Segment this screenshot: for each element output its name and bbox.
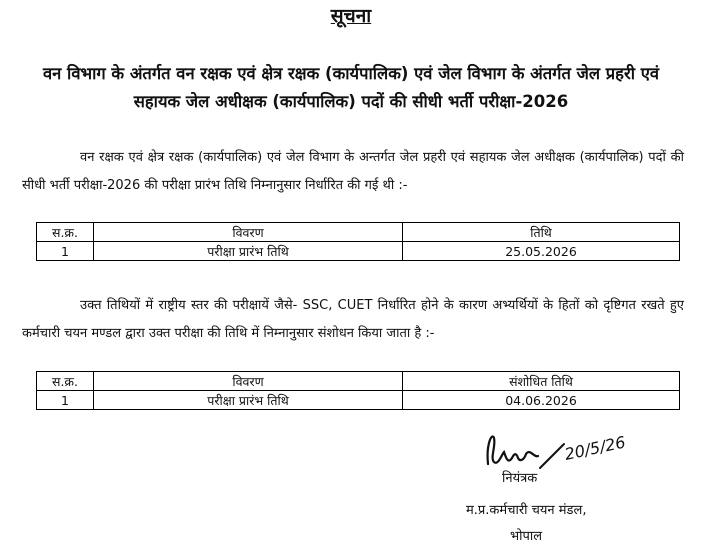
table-row — [37, 391, 680, 410]
original-date-table — [36, 222, 680, 261]
cell-serial: 1 — [37, 242, 94, 261]
cell-description: परीक्षा प्रारंभ तिथि — [94, 391, 403, 410]
paragraph-1-text: वन रक्षक एवं क्षेत्र रक्षक (कार्यपालिक) एवं जेल विभाग के अन्तर्गत जेल प्रहरी एवं सहायक जेल अधीक्षक (कार्यपालिक) पदों की सीधी भर्ती परीक्षा-2026 की परीक्षा प्रारंभ तिथि निम्नानुसार निर्धारित की गई थी :- — [22, 150, 684, 193]
table-row — [37, 242, 680, 261]
signatory-organization: म.प्र.कर्मचारी चयन मंडल, — [466, 503, 587, 518]
signatory-designation: नियंत्रक — [502, 471, 538, 486]
signature-block — [440, 424, 690, 546]
svg-text:20/5/26: 20/5/26 — [562, 432, 628, 464]
header-description: विवरण — [94, 223, 403, 242]
paragraph-2-text: उक्त तिथियों में राष्ट्रीय स्तर की परीक्षायें जैसे- SSC, CUET निर्धारित होने के कारण अभ्यर्थियों के हितों को दृष्टिगत रखते हुए कर्मचारी चयन मण्डल द्वारा उक्त परीक्षा की तिथि में निम्नानुसार संशोधन किया जाता है :- — [22, 298, 684, 341]
notice-subject: वन विभाग के अंतर्गत वन रक्षक एवं क्षेत्र रक्षक (कार्यपालिक) एवं जेल विभाग के अंतर्गत जेल प्रहरी एवं सहायक जेल अधीक्षक (कार्यपालिक) पदों की सीधी भर्ती परीक्षा-2026 — [42, 64, 660, 111]
handwritten-signature — [480, 424, 640, 474]
cell-revised-date: 04.06.2026 — [403, 391, 680, 410]
table-header-row — [37, 372, 680, 391]
cell-description: परीक्षा प्रारंभ तिथि — [94, 242, 403, 261]
table-header-row — [37, 223, 680, 242]
revised-date-table — [36, 371, 680, 410]
cell-date: 25.05.2026 — [403, 242, 680, 261]
paragraph-revision — [22, 292, 684, 348]
header-description: विवरण — [94, 372, 403, 391]
signatory-city: भोपाल — [510, 529, 543, 544]
paragraph-original-schedule — [22, 144, 684, 200]
header-revised-date: संशोधित तिथि — [403, 372, 680, 391]
header-date: तिथि — [403, 223, 680, 242]
cell-serial: 1 — [37, 391, 94, 410]
notice-heading: सूचना — [330, 5, 372, 27]
header-serial: स.क्र. — [37, 223, 94, 242]
header-serial: स.क्र. — [37, 372, 94, 391]
